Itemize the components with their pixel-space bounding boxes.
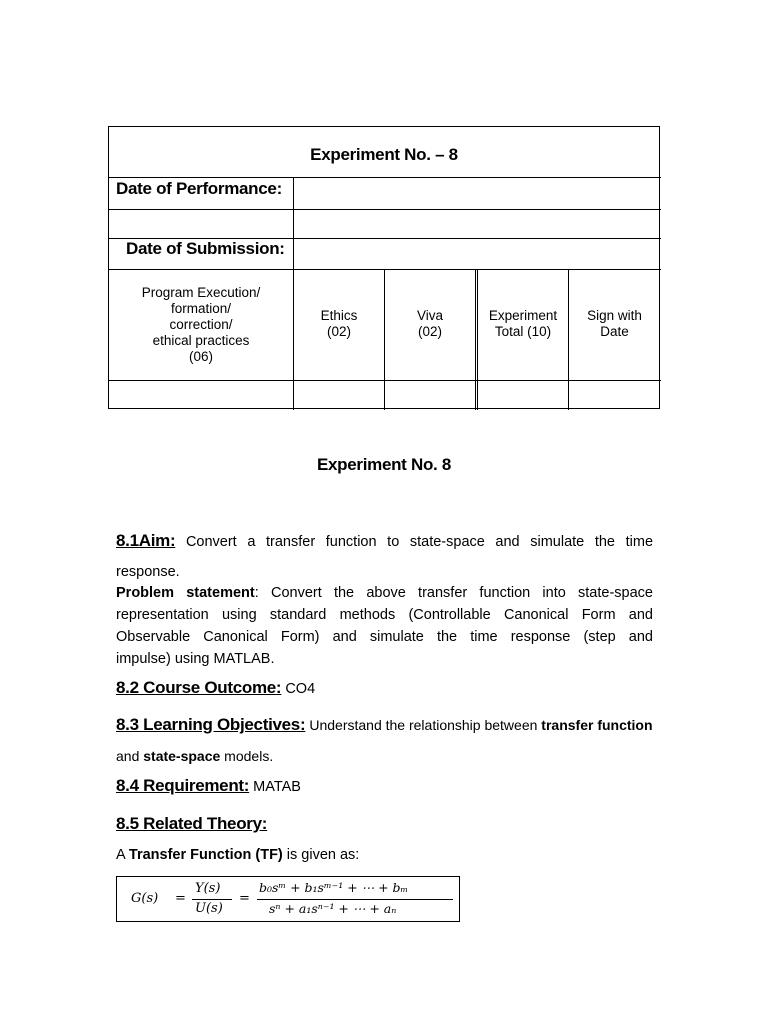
objectives-bold-term-2: state-space — [143, 748, 221, 764]
table-rule — [109, 269, 661, 270]
transfer-function-formula — [116, 876, 460, 922]
formula-num1: Y(s) — [195, 881, 221, 896]
table-rule — [109, 380, 661, 381]
requirement-line — [116, 775, 653, 798]
marks-column-experiment-total: Experiment Total (10) — [488, 308, 558, 339]
problem-text: : Convert the above transfer function into state-space — [254, 585, 653, 601]
aim-heading: 8.1Aim: — [116, 531, 176, 550]
problem-line-1 — [116, 582, 653, 604]
requirement-heading: 8.4 Requirement: — [116, 776, 250, 795]
formula-num2: b₀sᵐ + b₁sᵐ⁻¹ + ⋯ + bₘ — [259, 880, 409, 895]
theory-heading: 8.5 Related Theory: — [116, 814, 268, 833]
fraction-bar — [192, 899, 232, 900]
table-rule — [293, 177, 294, 410]
theory-text: A — [116, 847, 129, 863]
problem-label: Problem statement — [116, 585, 255, 601]
problem-line-4: impulse) using MATLAB. — [116, 651, 275, 667]
objectives-line-1 — [116, 714, 653, 737]
formula-den2: sⁿ + a₁sⁿ⁻¹ + ⋯ + aₙ — [269, 901, 397, 916]
problem-line-2: representation using standard methods (Controllable Canonical Form and — [116, 607, 653, 623]
formula-equals: = — [175, 891, 186, 906]
experiment-title: Experiment No. – 8 — [310, 145, 458, 164]
table-rule — [109, 209, 661, 210]
table-rule — [475, 269, 476, 410]
marks-column-viva: Viva (02) — [416, 308, 444, 339]
formula-den1: U(s) — [195, 901, 223, 916]
objectives-heading: 8.3 Learning Objectives: — [116, 715, 306, 734]
theory-heading-line — [116, 813, 653, 836]
date-of-submission-label: Date of Submission: — [126, 239, 285, 258]
marks-column-ethics: Ethics (02) — [320, 308, 358, 339]
aim-text-continued: response. — [116, 564, 180, 580]
objectives-line-2 — [116, 745, 653, 767]
table-rule — [109, 177, 661, 178]
formula-lhs: G(s) — [131, 891, 159, 906]
objectives-text-end: models. — [220, 748, 274, 764]
formula-equals-2: = — [239, 891, 250, 906]
date-of-performance-label: Date of Performance: — [116, 179, 282, 198]
aim-line — [116, 530, 653, 553]
objectives-text-continued: and — [116, 748, 144, 764]
objectives-text: Understand the relationship between — [309, 717, 542, 733]
objectives-bold-term: transfer function — [541, 717, 653, 733]
theory-bold-term: Transfer Function (TF) — [128, 847, 283, 863]
marks-column-program-execution: Program Execution/ formation/ correction/ ethical practices (06) — [141, 285, 261, 364]
theory-intro — [116, 844, 653, 866]
aim-text: Convert a transfer function to state-space and simulate the time — [185, 534, 654, 550]
experiment-header-table — [108, 126, 660, 409]
marks-column-sign-with-date: Sign with Date — [587, 308, 642, 339]
course-outcome-line — [116, 677, 653, 700]
problem-line-3: Observable Canonical Form) and simulate the time response (step and — [116, 629, 653, 645]
course-outcome-text: CO4 — [285, 681, 316, 697]
page-heading: Experiment No. 8 — [316, 455, 452, 474]
fraction-bar-2 — [257, 899, 453, 900]
requirement-text: MATAB — [253, 779, 301, 795]
theory-text-end: is given as: — [282, 847, 360, 863]
course-outcome-heading: 8.2 Course Outcome: — [116, 678, 282, 697]
